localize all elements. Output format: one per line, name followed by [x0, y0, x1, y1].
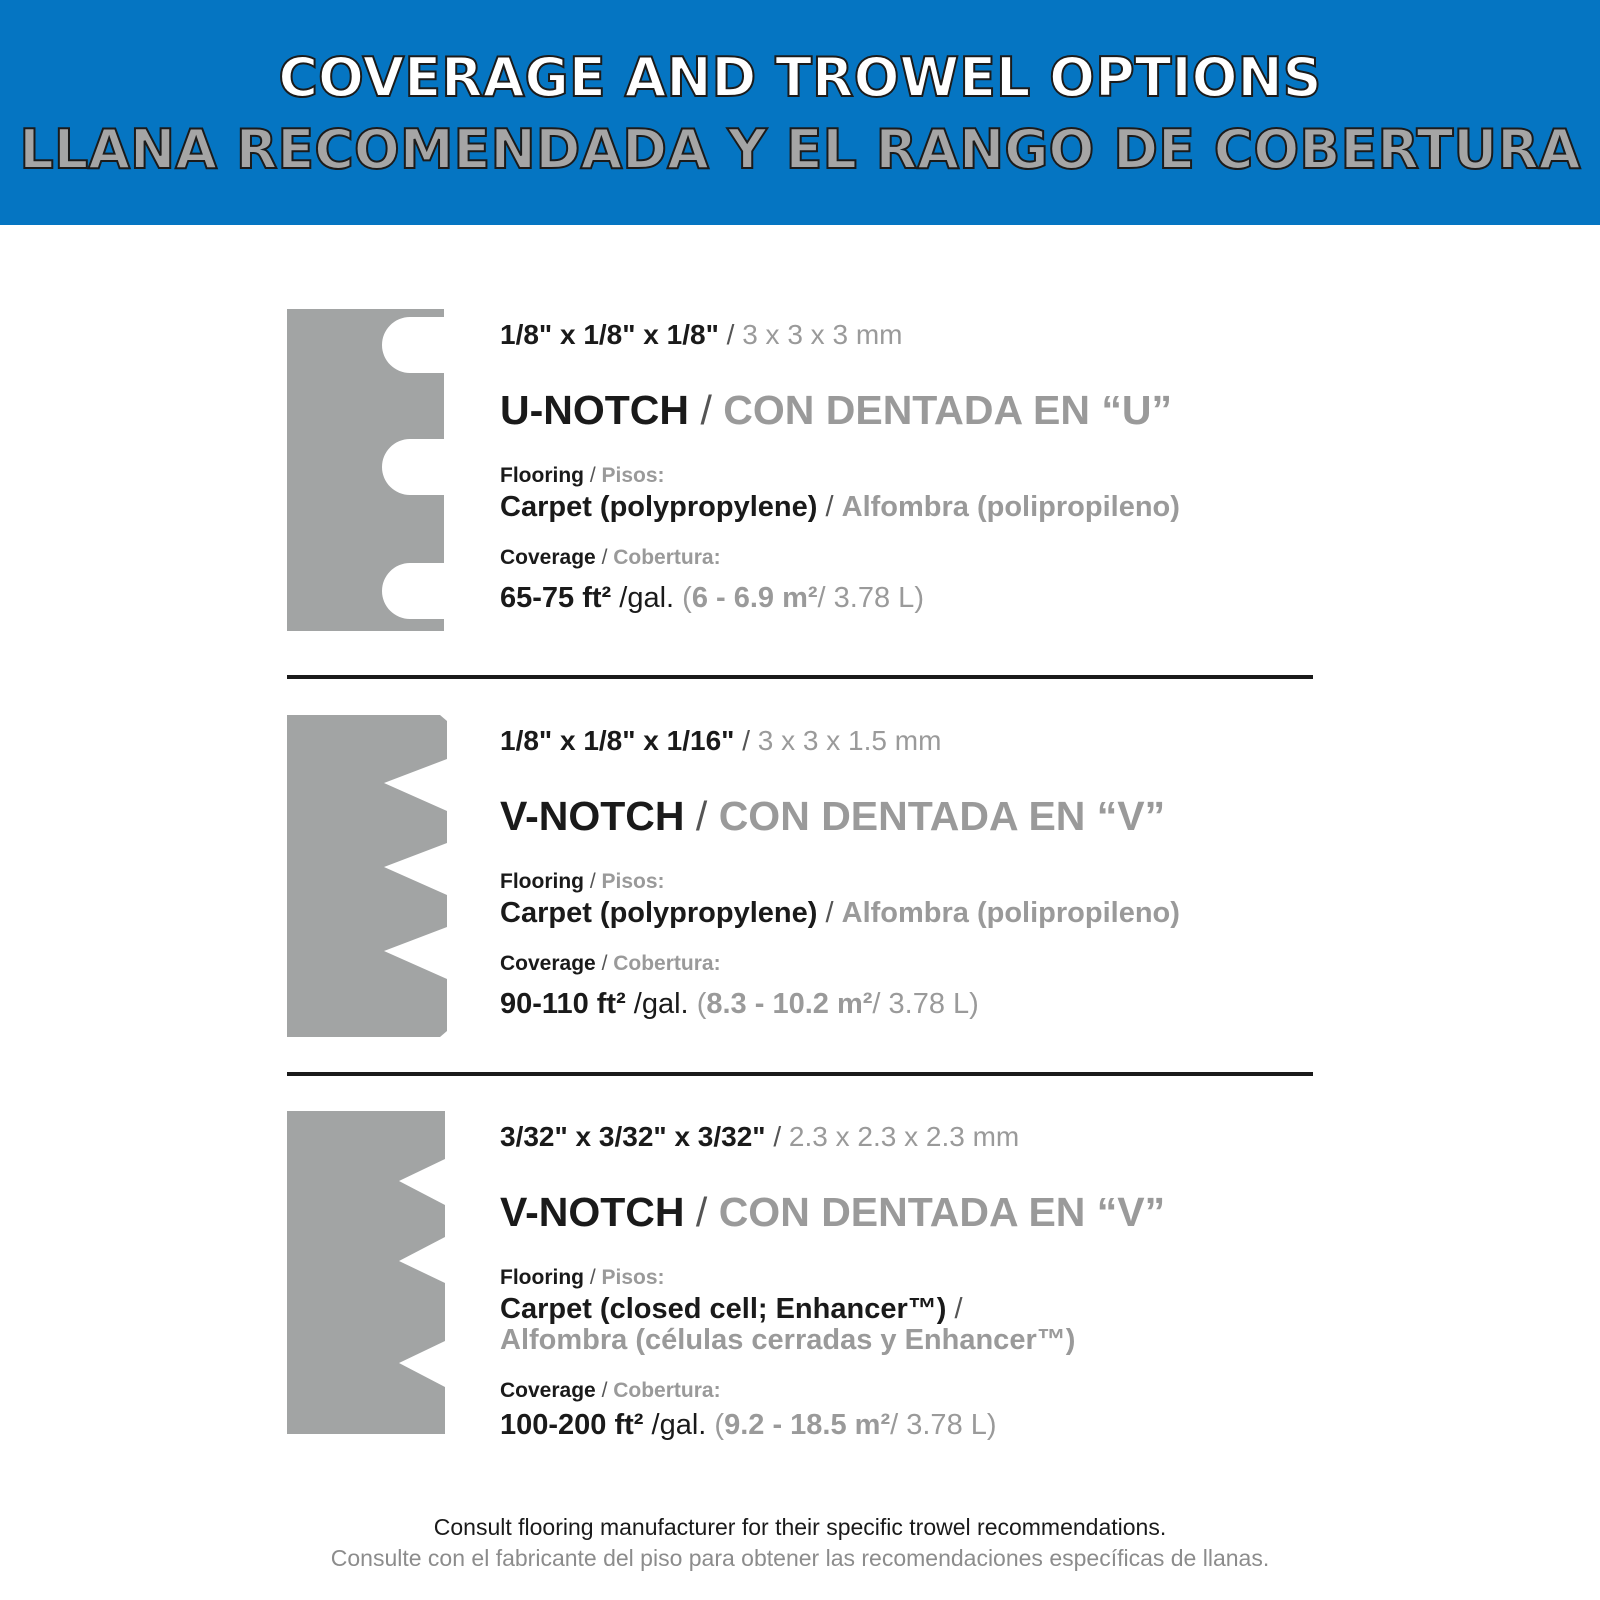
dimensions: 3/32" x 3/32" x 3/32" / 2.3 x 2.3 x 2.3 mm — [500, 1121, 1020, 1152]
dimensions: 1/8" x 1/8" x 1/16" / 3 x 3 x 1.5 mm — [500, 725, 942, 756]
flooring-label: Flooring / Pisos: — [500, 464, 665, 487]
coverage-label-english: Coverage — [500, 1379, 596, 1402]
flooring-label-spanish: Pisos: — [601, 464, 665, 487]
flooring-english: Carpet (polypropylene) — [500, 897, 818, 929]
coverage-label-spanish: Cobertura: — [613, 546, 721, 569]
flooring-value: Carpet (closed cell; Enhancer™) / — [500, 1293, 963, 1325]
coverage-imperial: 90-110 ft² — [500, 988, 626, 1020]
flooring-label-english: Flooring — [500, 870, 584, 893]
trowel-type-spanish: CON DENTADA EN “V” — [718, 793, 1166, 839]
u-notch-trowel-icon — [287, 309, 447, 631]
flooring-value: Carpet (polypropylene) / Alfombra (polipropileno) — [500, 897, 1180, 929]
dimensions-imperial: 1/8" x 1/8" x 1/16" — [500, 725, 735, 756]
trowel-type-spanish: CON DENTADA EN “U” — [723, 387, 1172, 433]
flooring-english: Carpet (polypropylene) — [500, 491, 818, 523]
coverage-label: Coverage / Cobertura: — [500, 952, 721, 975]
flooring-spanish: Alfombra (polipropileno) — [841, 897, 1180, 929]
dimensions-imperial: 1/8" x 1/8" x 1/8" — [500, 319, 719, 350]
coverage-label-english: Coverage — [500, 546, 596, 569]
coverage-label-spanish: Cobertura: — [613, 1379, 721, 1402]
coverage-label-spanish: Cobertura: — [613, 952, 721, 975]
trowel-type-english: U-NOTCH — [500, 387, 690, 433]
coverage-per-volume: 3.78 L — [833, 582, 915, 614]
coverage-label: Coverage / Cobertura: — [500, 546, 721, 569]
trowel-type: V-NOTCH / CON DENTADA EN “V” — [500, 793, 1166, 839]
dimensions-metric: 2.3 x 2.3 x 2.3 mm — [788, 1121, 1020, 1152]
flooring-spanish: Alfombra (polipropileno) — [841, 491, 1180, 523]
dimensions-metric: 3 x 3 x 3 mm — [742, 319, 903, 350]
section-divider — [287, 675, 1313, 679]
coverage-unit: /gal. — [633, 988, 689, 1020]
header-banner — [0, 0, 1600, 225]
flooring-english: Carpet (closed cell; Enhancer™) — [500, 1293, 947, 1325]
flooring-value-spanish-line — [500, 1324, 1075, 1357]
coverage-metric: 8.3 - 10.2 m² — [706, 988, 873, 1020]
coverage-metric: 9.2 - 18.5 m² — [724, 1409, 891, 1441]
flooring-label-english: Flooring — [500, 464, 584, 487]
coverage-imperial: 100-200 ft² — [500, 1409, 644, 1441]
dimensions-imperial: 3/32" x 3/32" x 3/32" — [500, 1121, 766, 1152]
trowel-type-english: V-NOTCH — [500, 793, 685, 839]
coverage-label-english: Coverage — [500, 952, 596, 975]
coverage-unit: /gal. — [651, 1409, 707, 1441]
coverage-label: Coverage / Cobertura: — [500, 1379, 721, 1402]
v-notch-trowel-icon — [287, 715, 447, 1037]
v-notch-trowel-icon — [287, 1111, 447, 1434]
flooring-label: Flooring / Pisos: — [500, 1266, 665, 1289]
trowel-type-spanish: CON DENTADA EN “V” — [718, 1189, 1166, 1235]
coverage-per-volume: 3.78 L — [888, 988, 970, 1020]
flooring-label: Flooring / Pisos: — [500, 870, 665, 893]
footer-note-spanish: Consulte con el fabricante del piso para obtener las recomendaciones específicas de llanas. — [330, 1545, 1270, 1571]
coverage-value: 65-75 ft² /gal. (6 - 6.9 m²/ 3.78 L) — [500, 582, 924, 614]
flooring-value: Carpet (polypropylene) / Alfombra (polipropileno) — [500, 491, 1180, 523]
coverage-value: 90-110 ft² /gal. (8.3 - 10.2 m²/ 3.78 L) — [500, 988, 979, 1020]
trowel-section-v-notch-small — [287, 715, 1313, 1037]
coverage-unit: /gal. — [619, 582, 675, 614]
title-spanish: LLANA RECOMENDADA Y EL RANGO DE COBERTURA — [19, 118, 1581, 181]
flooring-spanish: Alfombra (células cerradas y Enhancer™) — [500, 1324, 1076, 1356]
title-english: COVERAGE AND TROWEL OPTIONS — [278, 46, 1322, 109]
footer-note-english: Consult flooring manufacturer for their specific trowel recommendations. — [433, 1514, 1167, 1540]
coverage-value: 100-200 ft² /gal. (9.2 - 18.5 m²/ 3.78 L) — [500, 1409, 997, 1441]
trowel-type: U-NOTCH / CON DENTADA EN “U” — [500, 387, 1172, 433]
dimensions: 1/8" x 1/8" x 1/8" / 3 x 3 x 3 mm — [500, 319, 903, 350]
trowel-section-u-notch — [287, 309, 1313, 631]
dimensions-metric: 3 x 3 x 1.5 mm — [757, 725, 942, 756]
flooring-label-spanish: Pisos: — [601, 1266, 665, 1289]
trowel-type: V-NOTCH / CON DENTADA EN “V” — [500, 1189, 1166, 1235]
trowel-type-english: V-NOTCH — [500, 1189, 685, 1235]
coverage-per-volume: 3.78 L — [906, 1409, 987, 1441]
trowel-section-v-notch-large — [287, 1111, 1313, 1441]
flooring-label-spanish: Pisos: — [601, 870, 665, 893]
section-divider — [287, 1072, 1313, 1076]
coverage-metric: 6 - 6.9 m² — [691, 582, 818, 614]
coverage-imperial: 65-75 ft² — [500, 582, 612, 614]
flooring-label-english: Flooring — [500, 1266, 584, 1289]
